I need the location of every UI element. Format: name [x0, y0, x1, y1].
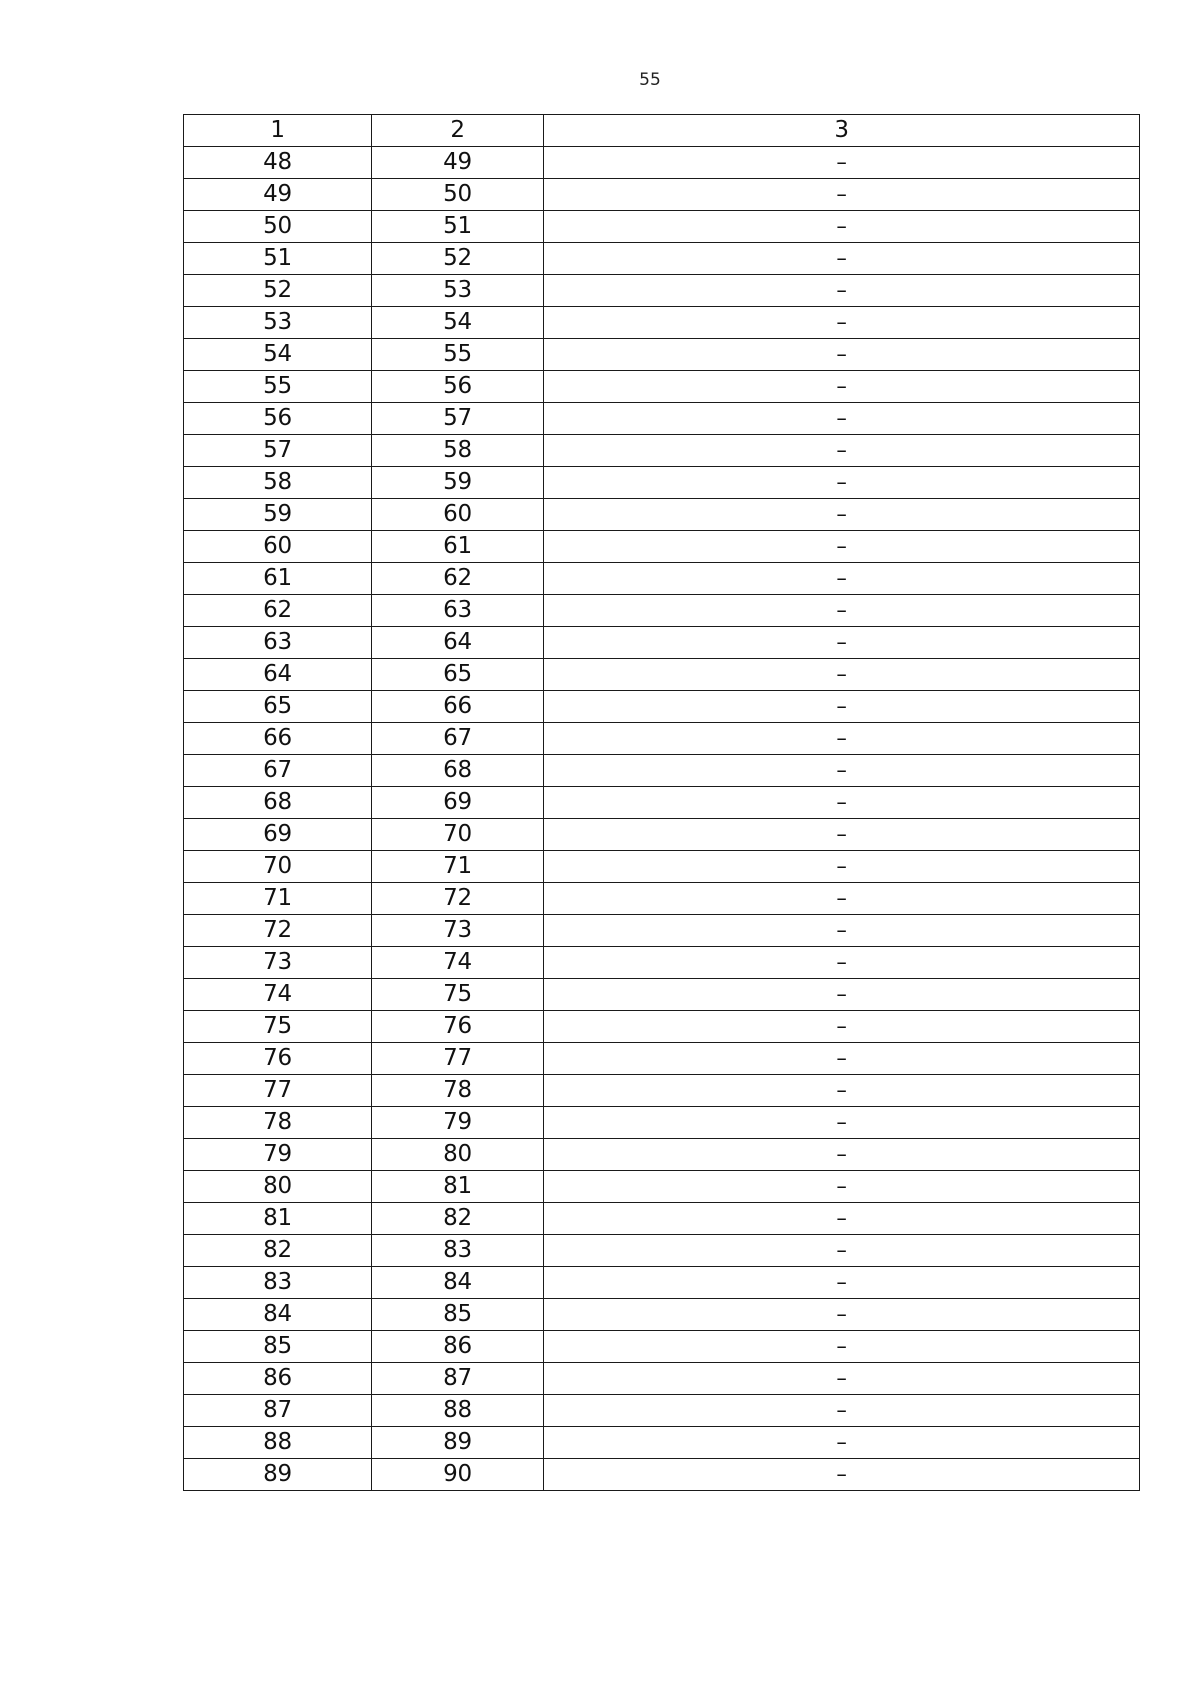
table-row: [184, 659, 1140, 691]
cell-col3: –: [544, 275, 1140, 307]
cell-col2: 90: [372, 1459, 544, 1491]
cell-col2: 61: [372, 531, 544, 563]
cell-col2: 86: [372, 1331, 544, 1363]
cell-col3: –: [544, 1139, 1140, 1171]
table-row: [184, 755, 1140, 787]
cell-col3: –: [544, 1011, 1140, 1043]
cell-col3: –: [544, 179, 1140, 211]
header-cell-col1: 1: [184, 115, 372, 147]
header-cell-col2: 2: [372, 115, 544, 147]
table-row: [184, 947, 1140, 979]
cell-col3: –: [544, 467, 1140, 499]
cell-col3: –: [544, 1299, 1140, 1331]
cell-col2: 67: [372, 723, 544, 755]
table-row: [184, 531, 1140, 563]
cell-col1: 75: [184, 1011, 372, 1043]
cell-col1: 87: [184, 1395, 372, 1427]
cell-col2: 72: [372, 883, 544, 915]
cell-col1: 74: [184, 979, 372, 1011]
table-row: [184, 275, 1140, 307]
table-row: [184, 1107, 1140, 1139]
table-row: [184, 467, 1140, 499]
cell-col1: 85: [184, 1331, 372, 1363]
table-row: [184, 1043, 1140, 1075]
table-row: [184, 883, 1140, 915]
cell-col1: 78: [184, 1107, 372, 1139]
cell-col3: –: [544, 403, 1140, 435]
cell-col2: 69: [372, 787, 544, 819]
cell-col3: –: [544, 211, 1140, 243]
cell-col3: –: [544, 371, 1140, 403]
cell-col1: 56: [184, 403, 372, 435]
cell-col2: 77: [372, 1043, 544, 1075]
table-row: [184, 1331, 1140, 1363]
cell-col2: 54: [372, 307, 544, 339]
cell-col3: –: [544, 1107, 1140, 1139]
cell-col2: 52: [372, 243, 544, 275]
cell-col2: 73: [372, 915, 544, 947]
cell-col2: 49: [372, 147, 544, 179]
table-row: [184, 819, 1140, 851]
cell-col1: 63: [184, 627, 372, 659]
cell-col2: 88: [372, 1395, 544, 1427]
cell-col1: 88: [184, 1427, 372, 1459]
cell-col2: 82: [372, 1203, 544, 1235]
cell-col1: 61: [184, 563, 372, 595]
cell-col3: –: [544, 1395, 1140, 1427]
table-row: [184, 1395, 1140, 1427]
cell-col3: –: [544, 723, 1140, 755]
table-row: [184, 147, 1140, 179]
cell-col3: –: [544, 851, 1140, 883]
cell-col1: 69: [184, 819, 372, 851]
cell-col3: –: [544, 1075, 1140, 1107]
table-row: [184, 1171, 1140, 1203]
table-row: [184, 1427, 1140, 1459]
table-row: [184, 1203, 1140, 1235]
cell-col1: 57: [184, 435, 372, 467]
cell-col1: 84: [184, 1299, 372, 1331]
table-row: [184, 851, 1140, 883]
cell-col2: 76: [372, 1011, 544, 1043]
cell-col1: 68: [184, 787, 372, 819]
table-row: [184, 1299, 1140, 1331]
cell-col2: 65: [372, 659, 544, 691]
cell-col1: 52: [184, 275, 372, 307]
table-body: [184, 115, 1140, 1491]
cell-col3: –: [544, 819, 1140, 851]
cell-col3: –: [544, 915, 1140, 947]
table-row: [184, 1139, 1140, 1171]
table-row: [184, 371, 1140, 403]
cell-col1: 48: [184, 147, 372, 179]
cell-col3: –: [544, 147, 1140, 179]
cell-col1: 70: [184, 851, 372, 883]
cell-col3: –: [544, 339, 1140, 371]
cell-col3: –: [544, 787, 1140, 819]
table-row: [184, 1235, 1140, 1267]
cell-col3: –: [544, 627, 1140, 659]
cell-col2: 74: [372, 947, 544, 979]
cell-col1: 71: [184, 883, 372, 915]
cell-col1: 82: [184, 1235, 372, 1267]
cell-col2: 60: [372, 499, 544, 531]
cell-col1: 62: [184, 595, 372, 627]
table-row: [184, 307, 1140, 339]
cell-col3: –: [544, 1171, 1140, 1203]
cell-col3: –: [544, 1363, 1140, 1395]
cell-col1: 72: [184, 915, 372, 947]
table-row: [184, 563, 1140, 595]
table-row: [184, 595, 1140, 627]
cell-col1: 53: [184, 307, 372, 339]
table-row: [184, 979, 1140, 1011]
cell-col2: 79: [372, 1107, 544, 1139]
header-cell-col3: 3: [544, 115, 1140, 147]
cell-col3: –: [544, 947, 1140, 979]
table-row: [184, 339, 1140, 371]
table-row: [184, 243, 1140, 275]
cell-col3: –: [544, 659, 1140, 691]
cell-col2: 83: [372, 1235, 544, 1267]
cell-col2: 75: [372, 979, 544, 1011]
cell-col1: 59: [184, 499, 372, 531]
cell-col3: –: [544, 307, 1140, 339]
cell-col3: –: [544, 1203, 1140, 1235]
cell-col3: –: [544, 1043, 1140, 1075]
cell-col2: 66: [372, 691, 544, 723]
cell-col3: –: [544, 1235, 1140, 1267]
table-row: [184, 627, 1140, 659]
cell-col1: 79: [184, 1139, 372, 1171]
cell-col1: 73: [184, 947, 372, 979]
table-row: [184, 723, 1140, 755]
cell-col2: 87: [372, 1363, 544, 1395]
table-row: [184, 915, 1140, 947]
table-row: [184, 211, 1140, 243]
table-row: [184, 691, 1140, 723]
cell-col1: 50: [184, 211, 372, 243]
table-row: [184, 1459, 1140, 1491]
cell-col2: 57: [372, 403, 544, 435]
table-row: [184, 403, 1140, 435]
cell-col1: 49: [184, 179, 372, 211]
cell-col1: 67: [184, 755, 372, 787]
cell-col2: 53: [372, 275, 544, 307]
cell-col3: –: [544, 1427, 1140, 1459]
cell-col2: 51: [372, 211, 544, 243]
cell-col3: –: [544, 691, 1140, 723]
cell-col2: 89: [372, 1427, 544, 1459]
cell-col2: 58: [372, 435, 544, 467]
cell-col3: –: [544, 1267, 1140, 1299]
table-row: [184, 1075, 1140, 1107]
cell-col2: 78: [372, 1075, 544, 1107]
cell-col2: 68: [372, 755, 544, 787]
table-row: [184, 787, 1140, 819]
cell-col2: 56: [372, 371, 544, 403]
cell-col3: –: [544, 1459, 1140, 1491]
cell-col3: –: [544, 499, 1140, 531]
cell-col1: 76: [184, 1043, 372, 1075]
cell-col3: –: [544, 531, 1140, 563]
cell-col1: 81: [184, 1203, 372, 1235]
cell-col1: 58: [184, 467, 372, 499]
cell-col1: 86: [184, 1363, 372, 1395]
cell-col3: –: [544, 595, 1140, 627]
cell-col2: 50: [372, 179, 544, 211]
data-table: [183, 114, 1140, 1491]
cell-col3: –: [544, 243, 1140, 275]
table-row: [184, 1011, 1140, 1043]
cell-col2: 80: [372, 1139, 544, 1171]
cell-col2: 63: [372, 595, 544, 627]
cell-col1: 89: [184, 1459, 372, 1491]
table-row: [184, 435, 1140, 467]
cell-col2: 62: [372, 563, 544, 595]
page-number: [0, 70, 1200, 90]
cell-col1: 55: [184, 371, 372, 403]
cell-col2: 71: [372, 851, 544, 883]
cell-col1: 51: [184, 243, 372, 275]
cell-col1: 65: [184, 691, 372, 723]
cell-col2: 84: [372, 1267, 544, 1299]
cell-col3: –: [544, 755, 1140, 787]
cell-col3: –: [544, 883, 1140, 915]
cell-col2: 70: [372, 819, 544, 851]
table-header-row: [184, 115, 1140, 147]
cell-col1: 80: [184, 1171, 372, 1203]
cell-col1: 77: [184, 1075, 372, 1107]
cell-col3: –: [544, 979, 1140, 1011]
cell-col3: –: [544, 563, 1140, 595]
cell-col2: 81: [372, 1171, 544, 1203]
table-row: [184, 499, 1140, 531]
cell-col2: 64: [372, 627, 544, 659]
cell-col2: 85: [372, 1299, 544, 1331]
table-row: [184, 179, 1140, 211]
cell-col2: 59: [372, 467, 544, 499]
cell-col3: –: [544, 435, 1140, 467]
cell-col1: 60: [184, 531, 372, 563]
table-row: [184, 1267, 1140, 1299]
cell-col1: 54: [184, 339, 372, 371]
cell-col1: 64: [184, 659, 372, 691]
page-number-text: 55: [639, 70, 661, 90]
cell-col3: –: [544, 1331, 1140, 1363]
table-row: [184, 1363, 1140, 1395]
cell-col1: 83: [184, 1267, 372, 1299]
cell-col2: 55: [372, 339, 544, 371]
cell-col1: 66: [184, 723, 372, 755]
